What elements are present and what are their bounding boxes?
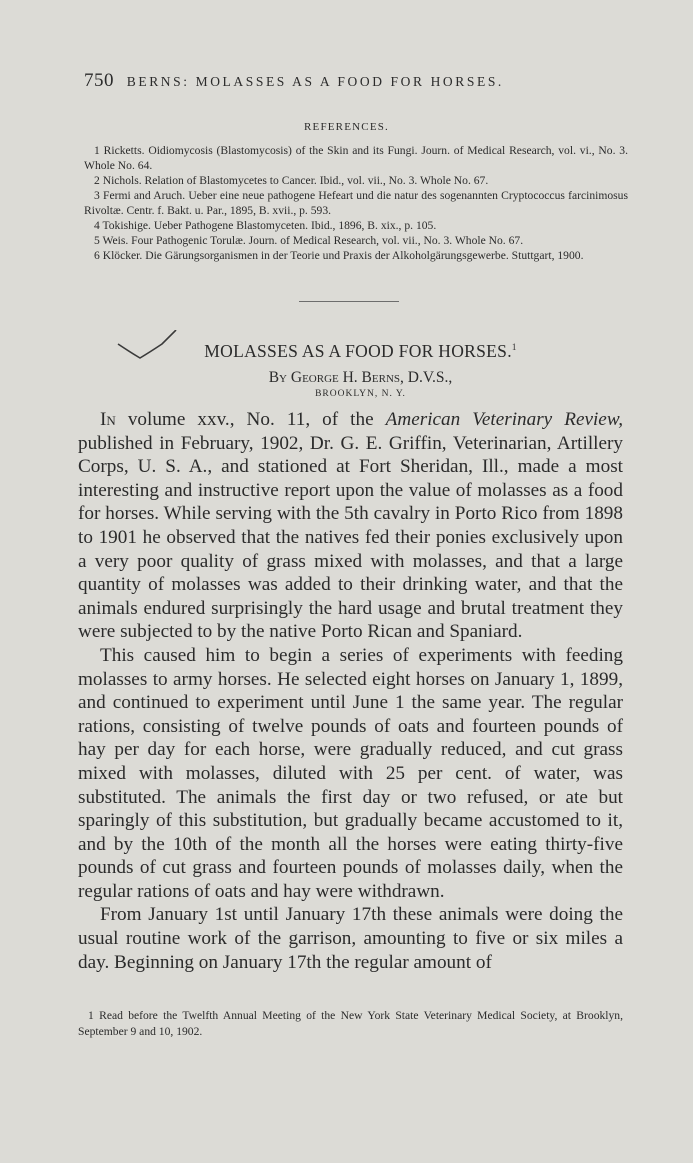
paragraph: This caused him to begin a series of experiments with feeding molasses to army horses. He selected eight horses on January 1, 1899, and continued to experiment until June 1 the same year. The regular rations, consisting of twelve pounds of oats and fourteen pounds of hay per day for each horse, were gradually reduced, and cut grass mixed with molasses, diluted with 25 per cent. of water, was substituted. The animals the first day or two refused, or ate but sparingly of this substitution, but gradually became accustomed to it, and by the 10th of the month all the horses were eating thirty-five pounds of cut grass and fourteen pounds of molasses daily, when the regular rations of oats and hay were withdrawn. [78,644,623,902]
article-title [0,341,693,362]
footnote: 1 Read before the Twelfth Annual Meeting of the New York State Veterinary Medical Society, at Brooklyn, September 9 and 10, 1902. [78,1009,623,1038]
article-title-text: MOLASSES AS A FOOD FOR HORSES. [204,341,512,361]
journal-title: American Veterinary Review, [385,409,623,430]
article-body [78,408,623,974]
author-byline [0,369,693,387]
reference-item: 3 Fermi and Aruch. Ueber eine neue pathogene Hefeart und die natur des sogenannten Cryptococcus farcinimosus Rivoltæ. Centr. f. Bakt. u. Par., 1895, B. xvii., p. 593. [84,189,628,217]
reference-item: 5 Weis. Four Pathogenic Torulæ. Journ. of Medical Research, vol. vii., No. 3. Whole No. 67. [94,234,524,247]
references-list [84,143,628,263]
reference-item: 1 Ricketts. Oidiomycosis (Blastomycosis) of the Skin and its Fungi. Journ. of Medical Research, vol. vi., No. 3. Whole No. 64. [84,144,628,172]
running-title: BERNS: MOLASSES AS A FOOD FOR HORSES. [126,74,504,89]
running-head [84,70,604,92]
paragraph: From January 1st until January 17th these animals were doing the usual routine work of the garrison, amounting to five or six miles a day. Beginning on January 17th the regular amount of [78,904,623,973]
reference-item: 6 Klöcker. Die Gärungsorganismen in der Teorie und Praxis der Alkoholgärungsgewerbe. Stuttgart, 1900. [94,249,584,262]
references-heading: REFERENCES. [303,121,390,133]
reference-item: 2 Nichols. Relation of Blastomycetes to Cancer. Ibid., vol. vii., No. 3. Whole No. 67. [94,174,489,187]
paragraph: In volume xxv., No. 11, of the American Veterinary Review, published in February, 1902, Dr. G. E. Griffin, Veterinarian, Artillery Corps, U. S. A., and stationed at Fort Sheridan, Ill., made a most interesting and instructive report upon the value of molasses as a food for horses. While serving with the 5th cavalry in Porto Rico from 1898 to 1901 he observed that the natives fed their ponies exclusively upon a very poor quality of grass mixed with molasses, and that a large quantity of molasses was added to their drinking water, and that the animals endured surprisingly the hard usage and brutal treatment they were subjected to by the native Porto Rican and Spaniard. [78,409,623,643]
author-location: BROOKLYN, N. Y. [315,389,406,399]
paragraph-lead: In [100,409,116,430]
author-byline-text: By George H. Berns, D.V.S., [268,369,453,386]
page-number: 750 [84,70,114,91]
section-divider [299,301,399,302]
title-footnote-mark: 1 [511,342,517,353]
reference-item: 4 Tokishige. Ueber Pathogene Blastomyceten. Ibid., 1896, B. xix., p. 105. [94,219,437,232]
